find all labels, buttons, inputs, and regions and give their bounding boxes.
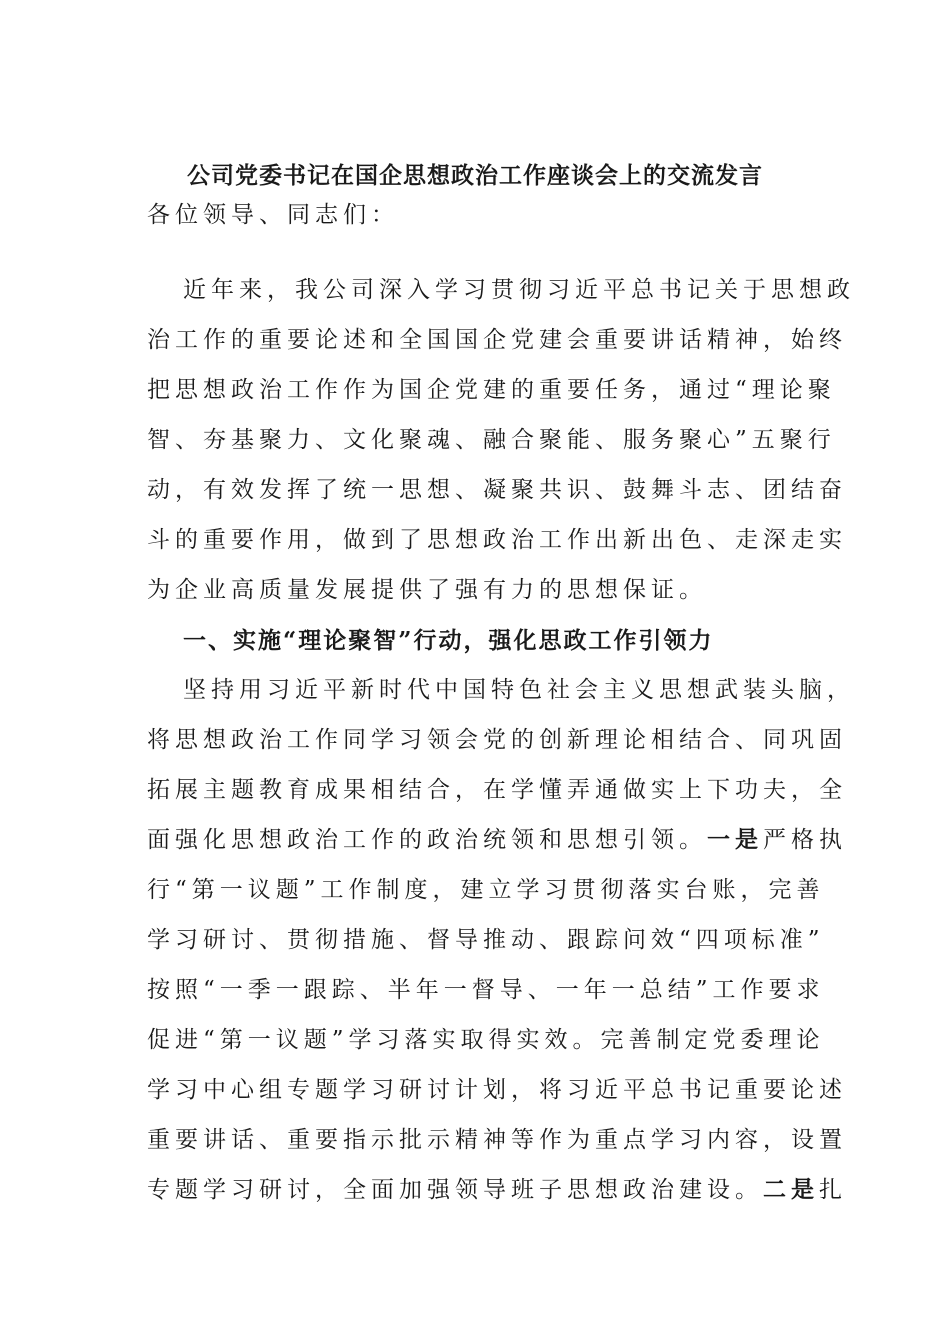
bold-marker: 一是 (707, 826, 763, 853)
paragraph-line: 动，有效发挥了统一思想、凝聚共识、鼓舞斗志、团结奋 (147, 477, 847, 503)
paragraph-line: 按照“一季一跟踪、半年一督导、一年一总结”工作要求 (147, 977, 825, 1003)
paragraph-line: 拓展主题教育成果相结合，在学懂弄通做实上下功夫，全 (147, 777, 847, 803)
paragraph-line (147, 815, 847, 865)
paragraph-line: 坚持用习近平新时代中国特色社会主义思想武装头脑， (183, 677, 855, 703)
document-title: 公司党委书记在国企思想政治工作座谈会上的交流发言 (187, 162, 763, 189)
line-text: 面强化思想政治工作的政治统领和思想引领。 (147, 827, 707, 853)
paragraph-line: 把思想政治工作作为国企党建的重要任务，通过“理论聚 (147, 377, 836, 403)
paragraph-section-one (147, 665, 855, 1215)
paragraph-line: 行“第一议题”工作制度，建立学习贯彻落实台账，完善 (147, 877, 825, 903)
line-text: 严格执 (763, 827, 847, 853)
paragraph-line: 将思想政治工作同学习领会党的创新理论相结合、同巩固 (147, 727, 847, 753)
paragraph-line: 为企业高质量发展提供了强有力的思想保证。 (147, 577, 707, 603)
salutation-text: 各位领导、同志们： (147, 202, 399, 228)
paragraph-line: 重要讲话、重要指示批示精神等作为重点学习内容，设置 (147, 1127, 847, 1153)
paragraph-line: 学习中心组专题学习研讨计划，将习近平总书记重要论述 (147, 1077, 847, 1103)
paragraph-line: 学习研讨、贯彻措施、督导推动、跟踪问效“四项标准” (147, 927, 825, 953)
bold-marker: 二是 (763, 1176, 819, 1203)
section-heading: 一、实施“理论聚智”行动，强化思政工作引领力 (183, 627, 714, 654)
paragraph-line (147, 1165, 847, 1215)
paragraph-line: 斗的重要作用，做到了思想政治工作出新出色、走深走实 (147, 527, 847, 553)
paragraph-line: 近年来，我公司深入学习贯彻习近平总书记关于思想政 (183, 277, 855, 303)
paragraph-line: 智、夯基聚力、文化聚魂、融合聚能、服务聚心”五聚行 (147, 427, 836, 453)
line-text: 扎 (819, 1177, 847, 1203)
salutation (147, 190, 803, 240)
paragraph-line: 促进“第一议题”学习落实取得实效。完善制定党委理论 (147, 1027, 825, 1053)
line-text: 专题学习研讨，全面加强领导班子思想政治建设。 (147, 1177, 763, 1203)
paragraph-intro (147, 265, 855, 615)
paragraph-line: 治工作的重要论述和全国国企党建会重要讲话精神，始终 (147, 327, 847, 353)
